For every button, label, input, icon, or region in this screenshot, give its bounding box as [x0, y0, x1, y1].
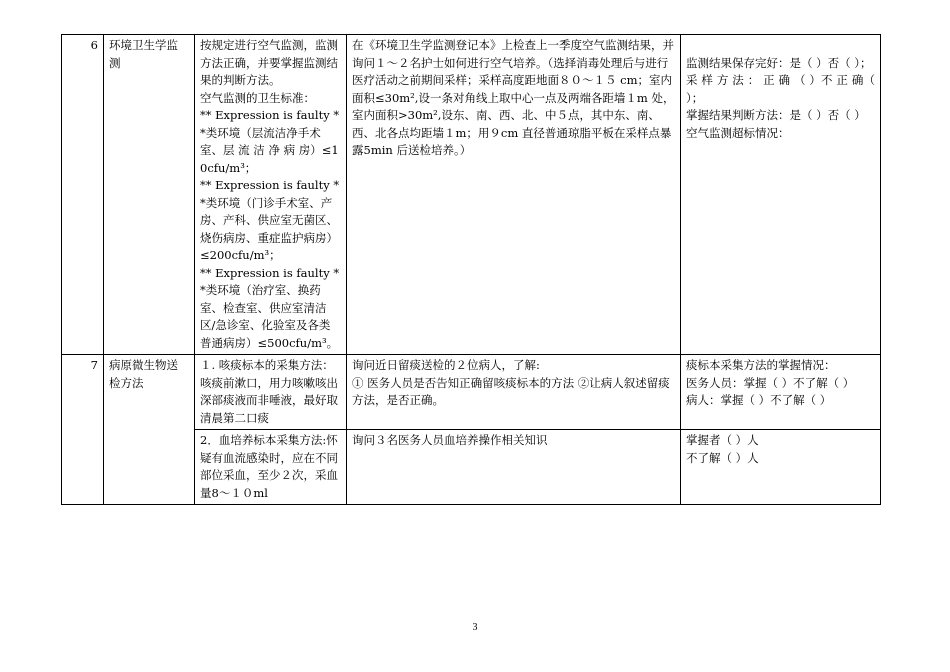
result-text: 痰标本采集方法的掌握情况：	[686, 358, 836, 372]
row-number: 6	[62, 35, 104, 355]
inspection-result	[681, 35, 881, 355]
standard-text: １. 咳痰标本的采集方法：咳痰前漱口，用力咳嗽咳出深部痰液而非唾液，最好取清晨第二口痰	[200, 358, 338, 425]
result-text: 医务人员：掌握（ ）不了解（ ）	[686, 375, 855, 390]
method-text: 询问３名医务人员血培养操作相关知识	[352, 433, 548, 447]
inspection-method	[347, 355, 681, 430]
method-text: ① 医务人员是否告知正确留咳痰标本的方法 ②让病人叙述留痰方法，是否正确。	[352, 375, 670, 407]
result-text: 掌握者（ ）人	[686, 433, 759, 447]
inspection-standard	[195, 35, 347, 355]
method-text: 在《环境卫生学监测登记本》上检查上一季度空气监测结果，并询问１～２名护士如何进行空气培养。（选择消毒处理后与进行医疗活动之前期间采样；采样高度距地面８０～１５ cm；室内面积≤30m²,设一条对角线上取中心一点及两端各距墙１m 处，室内面积>30m²,设东、南、西、北、中５点，其中东、南、西、北各点均距墙１m；用９cm 直径普通琼脂平板在采样点暴露5min 后送检培养。）	[352, 38, 675, 157]
result-text: 病人：掌握（ ）不了解（ ）	[686, 393, 832, 407]
standard-text: ** Expression is faulty **类环境（门诊手术室、产房、产科、供应室无菌区、烧伤病房、重症监护病房）≤200cfu/m³；	[200, 178, 340, 262]
inspection-method	[347, 35, 681, 355]
standard-text: 空气监测的卫生标准：	[200, 90, 315, 105]
inspection-standard	[195, 355, 347, 430]
inspection-method	[347, 430, 681, 505]
table-row	[62, 35, 881, 355]
result-text: 不了解（ ）人	[686, 450, 759, 465]
inspection-item: 环境卫生学监测	[104, 35, 195, 355]
inspection-result	[681, 355, 881, 430]
inspection-result	[681, 430, 881, 505]
inspection-standard	[195, 430, 347, 505]
row-number: 7	[62, 355, 104, 505]
standard-text: 2．血培养标本采集方法:怀疑有血流感染时，应在不同部位采血，至少２次，采血量8～１０ml	[200, 433, 338, 500]
standard-text: ** Expression is faulty **类环境（治疗室、换药室、检查室、供应室清洁区/急诊室、化验室及各类普通病房）≤500cfu/m³。	[200, 265, 340, 350]
inspection-item: 病原微生物送检方法	[104, 355, 195, 505]
table-row	[62, 355, 881, 430]
standard-text: 按规定进行空气监测，监测方法正确，并要掌握监测结果的判断方法。	[200, 38, 338, 87]
result-text	[686, 37, 875, 55]
inspection-table	[61, 34, 881, 505]
result-text: 空气监测超标情况：	[686, 125, 790, 140]
result-text: 掌握结果判断方法：是（ ）否（ ）	[686, 108, 866, 122]
result-text: 采 样 方 法 ： 正 确 （ ）不 正 确（ ）；	[686, 73, 875, 105]
result-text: 监测结果保存完好：是（ ）否（ ）；	[686, 55, 872, 70]
page-number: 3	[472, 622, 478, 633]
standard-text: ** Expression is faulty **类环境（层流洁净手术室、层 流 洁 净 病 房）≤10cfu/m³；	[200, 108, 340, 175]
method-text: 询问近日留痰送检的２位病人，了解:	[352, 358, 540, 372]
